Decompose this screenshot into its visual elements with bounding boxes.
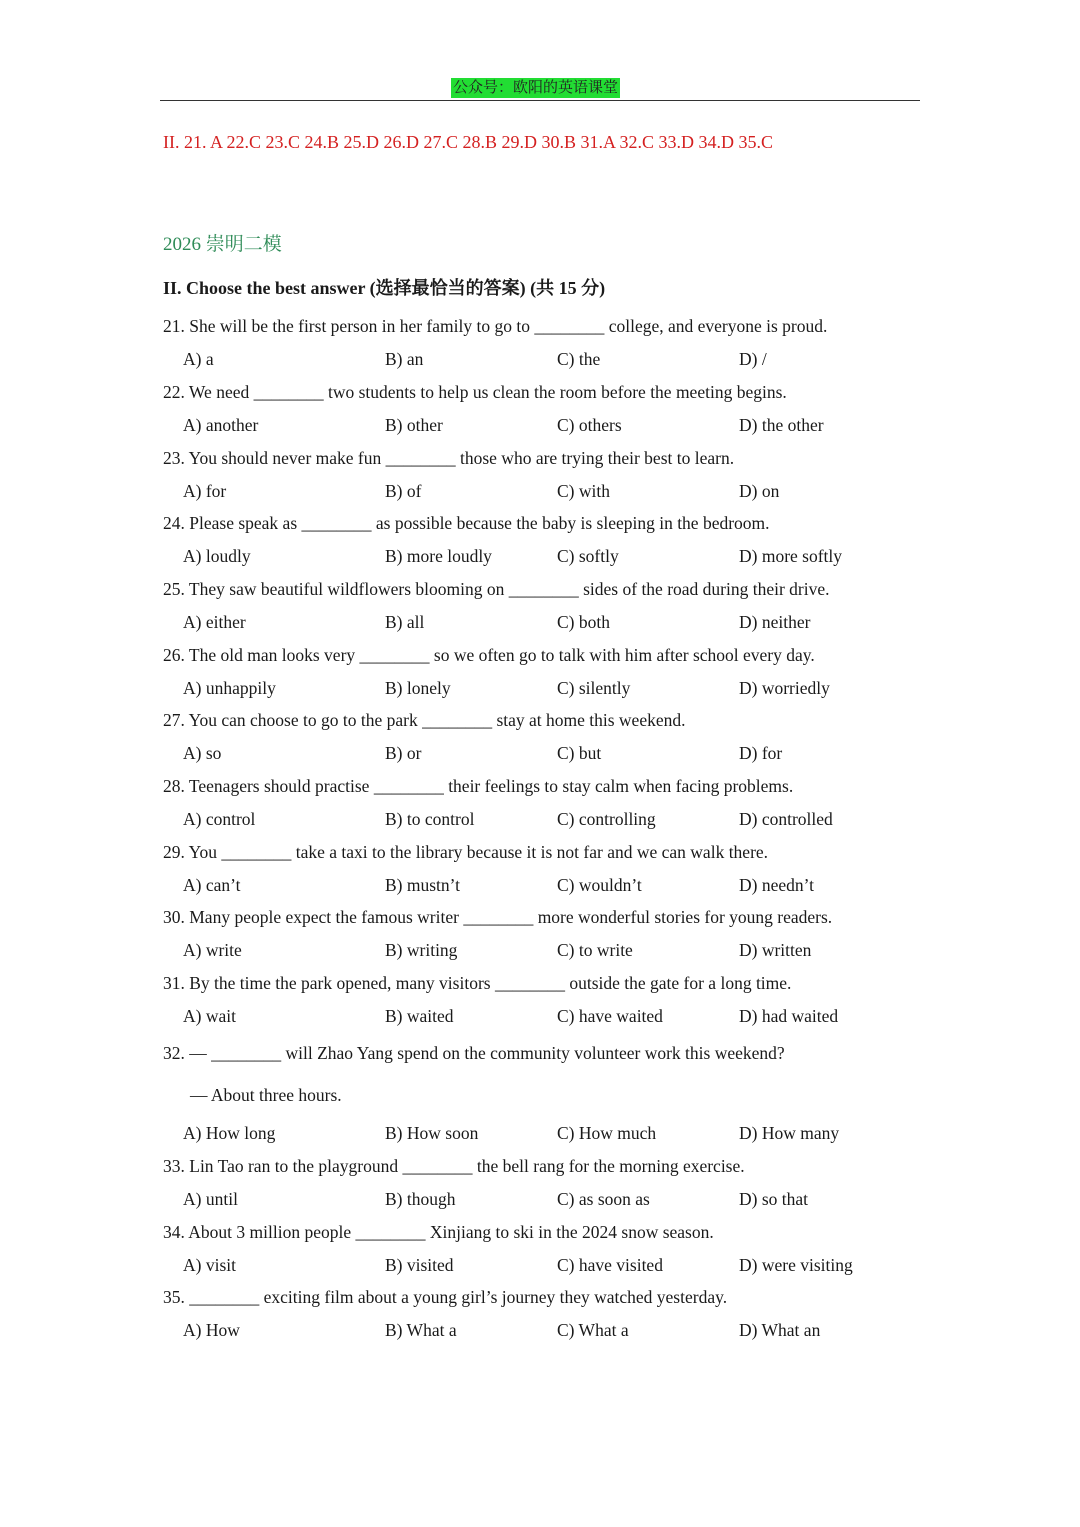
options-29 — [183, 874, 903, 896]
option-a: A) can’t — [183, 875, 241, 895]
section-title: II. Choose the best answer (选择最恰当的答案) (共 15 分) — [163, 278, 606, 298]
option-a: A) so — [183, 743, 222, 763]
option-a: A) visit — [183, 1255, 236, 1275]
option-c: C) as soon as — [557, 1189, 650, 1209]
option-a: A) loudly — [183, 546, 251, 566]
option-b: B) waited — [385, 1006, 454, 1026]
answer-key: II. 21. A 22.C 23.C 24.B 25.D 26.D 27.C 28.B 29.D 30.B 31.A 32.C 33.D 34.D 35.C — [163, 132, 774, 152]
option-b: B) What a — [385, 1320, 457, 1340]
option-b: B) visited — [385, 1255, 454, 1275]
exam-label: 2026 崇明二模 — [163, 234, 282, 255]
option-a: A) How — [183, 1320, 240, 1340]
question-32-reply: — About three hours. — [190, 1085, 342, 1105]
option-b: B) an — [385, 349, 424, 369]
option-c: C) to write — [557, 940, 633, 960]
options-32 — [183, 1122, 903, 1144]
option-d: D) / — [739, 349, 767, 369]
options-34 — [183, 1254, 903, 1276]
option-c: C) have waited — [557, 1006, 663, 1026]
options-21 — [183, 348, 903, 370]
question-21: 21. She will be the first person in her family to go to ________ college, and everyone is proud. — [163, 316, 828, 336]
question-26: 26. The old man looks very ________ so we often go to talk with him after school every day. — [163, 645, 815, 665]
option-b: B) to control — [385, 809, 475, 829]
option-b: B) though — [385, 1189, 456, 1209]
options-25 — [183, 611, 903, 633]
options-30 — [183, 939, 903, 961]
option-d: D) neither — [739, 612, 811, 632]
option-c: C) controlling — [557, 809, 656, 829]
question-29: 29. You ________ take a taxi to the library because it is not far and we can walk there. — [163, 842, 769, 862]
option-a: A) How long — [183, 1123, 276, 1143]
option-d: D) on — [739, 481, 780, 501]
option-d: D) written — [739, 940, 812, 960]
option-a: A) for — [183, 481, 227, 501]
option-c: C) softly — [557, 546, 619, 566]
options-22 — [183, 414, 903, 436]
question-34: 34. About 3 million people ________ Xinjiang to ski in the 2024 snow season. — [163, 1222, 714, 1242]
option-b: B) other — [385, 415, 443, 435]
option-d: D) had waited — [739, 1006, 839, 1026]
option-a: A) write — [183, 940, 242, 960]
option-a: A) control — [183, 809, 256, 829]
option-b: B) more loudly — [385, 546, 492, 566]
option-c: C) have visited — [557, 1255, 663, 1275]
option-a: A) until — [183, 1189, 238, 1209]
option-b: B) all — [385, 612, 425, 632]
option-d: D) more softly — [739, 546, 843, 566]
option-b: B) lonely — [385, 678, 451, 698]
option-c: C) with — [557, 481, 610, 501]
question-32: 32. — ________ will Zhao Yang spend on the community volunteer work this weekend? — [163, 1043, 785, 1063]
option-d: D) worriedly — [739, 678, 830, 698]
option-a: A) unhappily — [183, 678, 276, 698]
option-a: A) a — [183, 349, 214, 369]
options-33 — [183, 1188, 903, 1210]
option-d: D) How many — [739, 1123, 840, 1143]
option-c: C) How much — [557, 1123, 657, 1143]
option-d: D) for — [739, 743, 783, 763]
option-b: B) mustn’t — [385, 875, 461, 895]
options-31 — [183, 1005, 903, 1027]
question-25: 25. They saw beautiful wildflowers blooming on ________ sides of the road during their drive. — [163, 579, 830, 599]
option-c: C) both — [557, 612, 610, 632]
option-a: A) another — [183, 415, 259, 435]
option-d: D) the other — [739, 415, 824, 435]
header-tag: 公众号：欧阳的英语课堂 — [453, 80, 619, 96]
option-b: B) of — [385, 481, 422, 501]
question-28: 28. Teenagers should practise ________ their feelings to stay calm when facing problems. — [163, 776, 794, 796]
option-d: D) so that — [739, 1189, 809, 1209]
options-23 — [183, 480, 903, 502]
question-30: 30. Many people expect the famous writer ________ more wonderful stories for young readers. — [163, 907, 833, 927]
option-d: D) controlled — [739, 809, 833, 829]
question-22: 22. We need ________ two students to help us clean the room before the meeting begins. — [163, 382, 787, 402]
option-c: C) the — [557, 349, 601, 369]
question-33: 33. Lin Tao ran to the playground ________ the bell rang for the morning exercise. — [163, 1156, 745, 1176]
options-28 — [183, 808, 903, 830]
option-c: C) What a — [557, 1320, 629, 1340]
option-b: B) How soon — [385, 1123, 479, 1143]
option-d: D) What an — [739, 1320, 821, 1340]
options-24 — [183, 545, 903, 567]
options-26 — [183, 677, 903, 699]
option-c: C) others — [557, 415, 622, 435]
options-35 — [183, 1319, 903, 1341]
options-27 — [183, 742, 903, 764]
option-d: D) needn’t — [739, 875, 814, 895]
question-31: 31. By the time the park opened, many visitors ________ outside the gate for a long time. — [163, 973, 792, 993]
option-c: C) but — [557, 743, 602, 763]
question-35: 35. ________ exciting film about a young girl’s journey they watched yesterday. — [163, 1287, 728, 1307]
question-27: 27. You can choose to go to the park ________ stay at home this weekend. — [163, 710, 686, 730]
header-rule — [160, 100, 920, 101]
question-24: 24. Please speak as ________ as possible because the baby is sleeping in the bedroom. — [163, 513, 770, 533]
option-c: C) wouldn’t — [557, 875, 642, 895]
option-c: C) silently — [557, 678, 631, 698]
option-b: B) writing — [385, 940, 458, 960]
question-23: 23. You should never make fun ________ those who are trying their best to learn. — [163, 448, 735, 468]
option-a: A) either — [183, 612, 246, 632]
option-b: B) or — [385, 743, 422, 763]
option-d: D) were visiting — [739, 1255, 853, 1275]
option-a: A) wait — [183, 1006, 236, 1026]
